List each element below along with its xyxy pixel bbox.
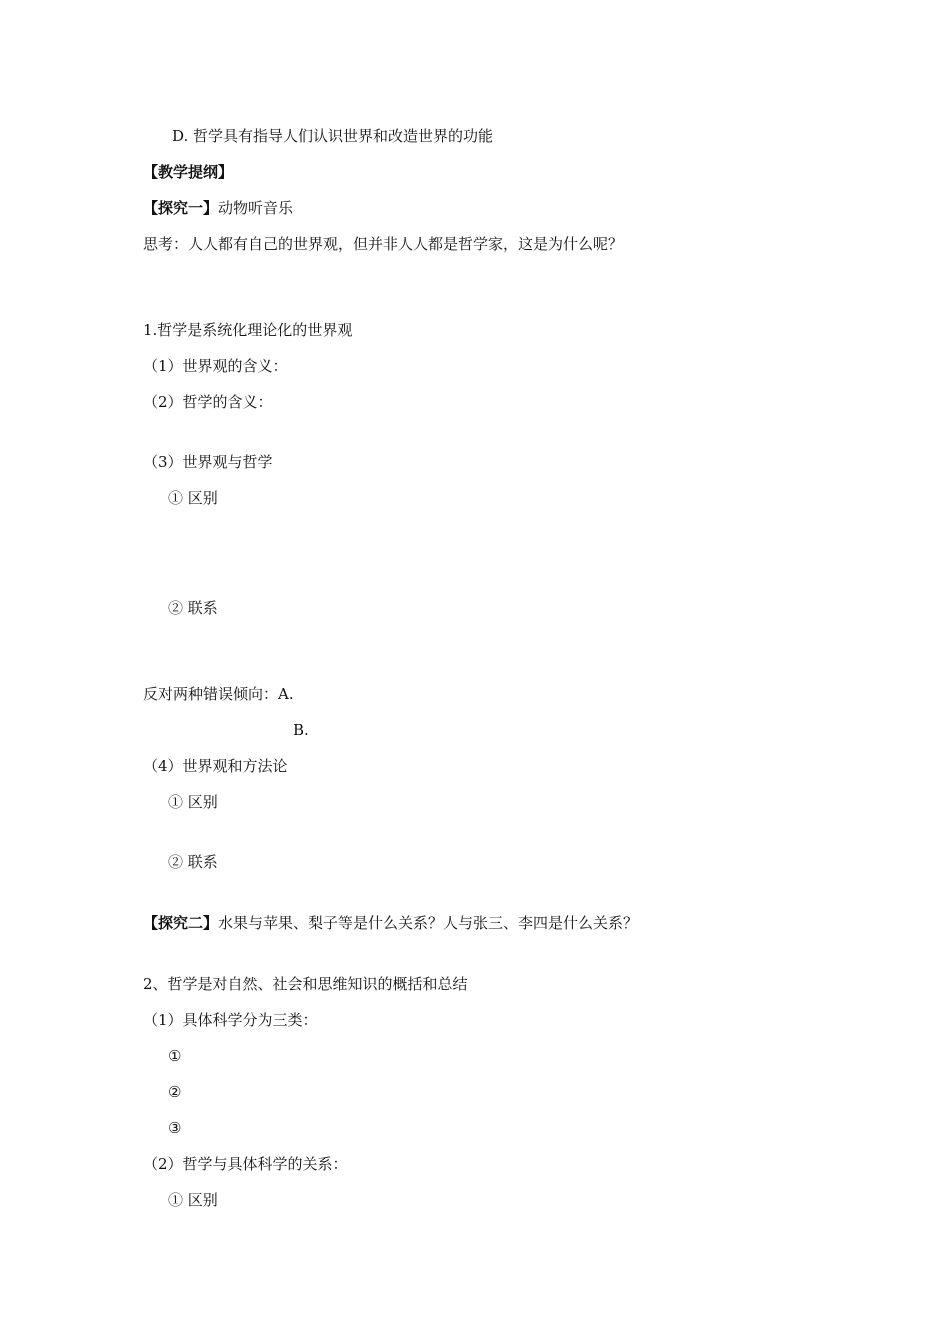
oppose-errors-a: 反对两种错误倾向：A. [143,685,294,703]
worldview-meaning: （1）世界观的含义： [143,357,288,375]
category-mark-three: ③ [168,1119,182,1137]
methodology-difference-label: ① 区别 [168,793,218,811]
explore-two-tag: 【探究二】 [143,914,219,932]
section-one-heading: 1.哲学是系统化理论化的世界观 [143,321,353,339]
oppose-errors-b: B. [293,721,309,739]
relation-difference-label: ① 区别 [168,1191,218,1209]
explore-one-tag: 【探究一】 [143,199,219,217]
explore-two [143,913,638,933]
explore-one [143,198,293,218]
category-mark-two: ② [168,1083,182,1101]
section-two-heading: 2、哲学是对自然、社会和思维知识的概括和总结 [143,975,468,993]
difference-label: ① 区别 [168,489,218,507]
philosophy-meaning: （2）哲学的含义： [143,393,273,411]
option-d: D. 哲学具有指导人们认识世界和改造世界的功能 [172,127,494,145]
explore-one-topic: 动物听音乐 [218,199,294,217]
category-mark-one: ① [168,1047,182,1065]
explore-two-topic: 水果与苹果、梨子等是什么关系？人与张三、李四是什么关系？ [218,914,639,932]
connection-label: ② 联系 [168,599,218,617]
worldview-and-methodology: （4）世界观和方法论 [143,757,288,775]
think-question: 思考：人人都有自己的世界观，但并非人人都是哲学家，这是为什么呢？ [143,235,624,253]
methodology-connection-label: ② 联系 [168,853,218,871]
outline-title: 【教学提纲】 [143,163,234,181]
philosophy-science-relation: （2）哲学与具体科学的关系： [143,1155,348,1173]
worldview-and-philosophy: （3）世界观与哲学 [143,453,273,471]
science-categories: （1）具体科学分为三类： [143,1011,318,1029]
